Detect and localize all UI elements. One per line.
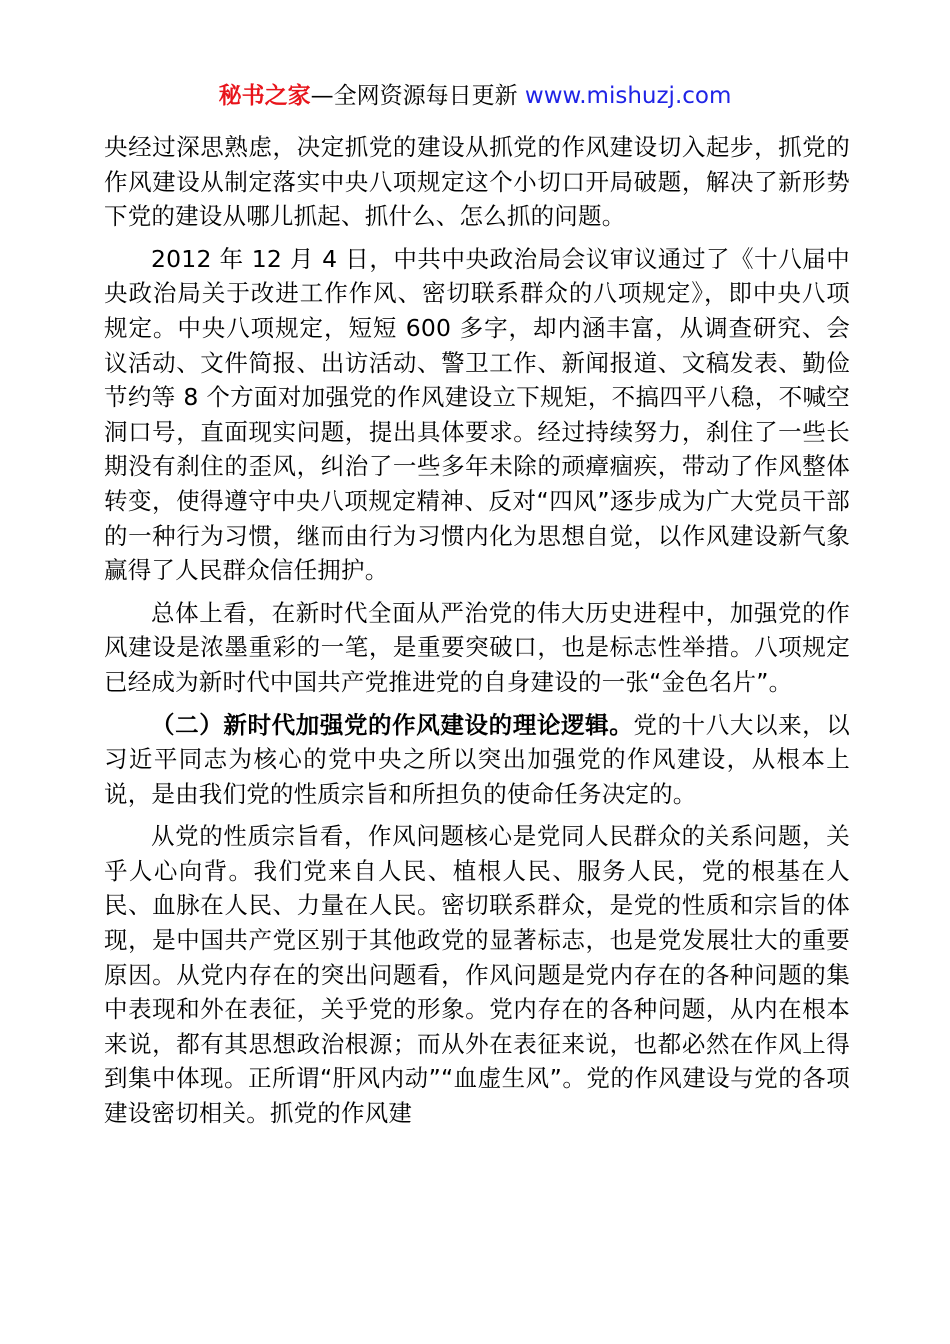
paragraph-3-text: 总体上看，在新时代全面从严治党的伟大历史进程中，加强党的作风建设是浓墨重彩的一笔，是重要突破口，也是标志性举措。八项规定已经成为新时代中国共产党推进党的自身建设的一张“金色名片”。 xyxy=(104,598,850,696)
section-heading: （二）新时代加强党的作风建设的理论逻辑。 xyxy=(151,710,634,739)
paragraph-4 xyxy=(104,708,850,812)
header-brand: 秘书之家 xyxy=(218,83,311,109)
paragraph-3 xyxy=(104,596,850,700)
paragraph-4-text: 党的十八大以来，以习近平同志为核心的党中央之所以突出加强党的作风建设，从根本上说，是由我们党的性质宗旨和所担负的使命任务决定的。 xyxy=(104,710,850,808)
header-dash: — xyxy=(310,83,334,109)
header-site-link[interactable]: www.mishuzj.com xyxy=(524,83,732,109)
paragraph-5 xyxy=(104,819,850,1130)
paragraph-1 xyxy=(104,130,850,234)
page-header xyxy=(0,80,950,112)
paragraph-1-text: 央经过深思熟虑，决定抓党的建设从抓党的作风建设切入起步，抓党的作风建设从制定落实中央八项规定这个小切口开局破题，解决了新形势下党的建设从哪儿抓起、抓什么、怎么抓的问题。 xyxy=(104,133,850,231)
header-tagline: 全网资源每日更新 xyxy=(333,83,518,109)
paragraph-2 xyxy=(104,242,850,588)
paragraph-2-text: 2012 年 12 月 4 日，中共中央政治局会议审议通过了《十八届中央政治局关于改进工作作风、密切联系群众的八项规定》，即中央八项规定。中央八项规定，短短 600 多字，却内涵丰富，从调查研究、会议活动、文件简报、出访活动、警卫工作、新闻报道、文稿发表、勤俭节约等 8 个方面对加强党的作风建设立下规矩，不搞四平八稳，不喊空洞口号，直面现实问题，提出具体要求。经过持续努力，刹住了一些长期没有刹住的歪风，纠治了一些多年未除的顽瘴痼疾，带动了作风整体转变，使得遵守中央八项规定精神、反对“四风”逐步成为广大党员干部的一种行为习惯，继而由行为习惯内化为思想自觉，以作风建设新气象赢得了人民群众信任拥护。 xyxy=(104,244,850,585)
document-body xyxy=(104,130,850,1139)
paragraph-5-text: 从党的性质宗旨看，作风问题核心是党同人民群众的关系问题，关乎人心向背。我们党来自人民、植根人民、服务人民，党的根基在人民、血脉在人民、力量在人民。密切联系群众，是党的性质和宗旨的体现，是中国共产党区别于其他政党的显著标志，也是党发展壮大的重要原因。从党内存在的突出问题看，作风问题是党内存在的各种问题的集中表现和外在表征，关乎党的形象。党内存在的各种问题，从内在根本来说，都有其思想政治根源；而从外在表征来说，也都必然在作风上得到集中体现。正所谓“肝风内动”“血虚生风”。党的作风建设与党的各项建设密切相关。抓党的作风建 xyxy=(104,822,850,1128)
